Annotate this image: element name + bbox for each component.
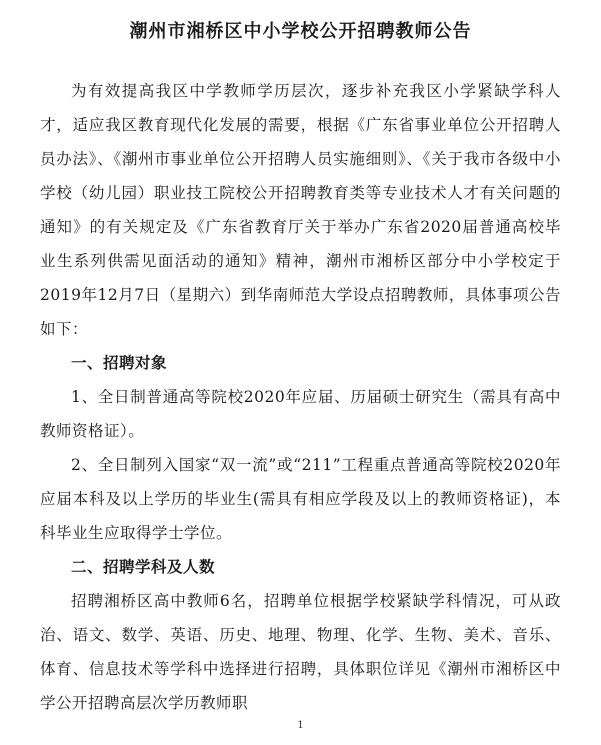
section-heading-recruitment-target: 一、招聘对象 [71,354,168,372]
section-heading-subjects: 二、招聘学科及人数 [71,558,216,576]
page-number: 1 [297,720,304,731]
target-item-1: 1、全日制普通高等院校2020年应届、历届硕士研究生（需具有高中教师资格证）。 [40,388,561,440]
target-item-2: 2、全日制列入国家“双一流”或“211”工程重点普通高等院校2020年应届本科及以上学历的毕业生(需具有相应学段及以上的教师资格证)，本科毕业生应取得学士学位。 [40,456,561,542]
intro-paragraph: 为有效提高我区中学教师学历层次，逐步补充我区小学紧缺学科人才，适应我区教育现代化发展的需要，根据《广东省事业单位公开招聘人员办法》、《潮州市事业单位公开招聘人员实施细则》、《关于我市各级中小学校（幼儿园）职业技工院校公开招聘教育类等专业技术人才有关问题的通知》的有关规定及《广东省教育厅关于举办广东省2020届普通高校毕业生系列供需见面活动的通知》精神，潮州市湘桥区部分中小学校定于2019年12月7日（星期六）到华南师范大学设点招聘教师，具体事项公告如下： [40,82,561,338]
page-title: 潮州市湘桥区中小学校公开招聘教师公告 [129,21,472,42]
subjects-paragraph: 招聘湘桥区高中教师6名，招聘单位根据学校紧缺学科情况，可从政治、语文、数学、英语、历史、地理、物理、化学、生物、美术、音乐、体育、信息技术等学科中选择进行招聘，具体职位详见《潮州市湘桥区中学公开招聘高层次学历教师职 [40,592,561,712]
